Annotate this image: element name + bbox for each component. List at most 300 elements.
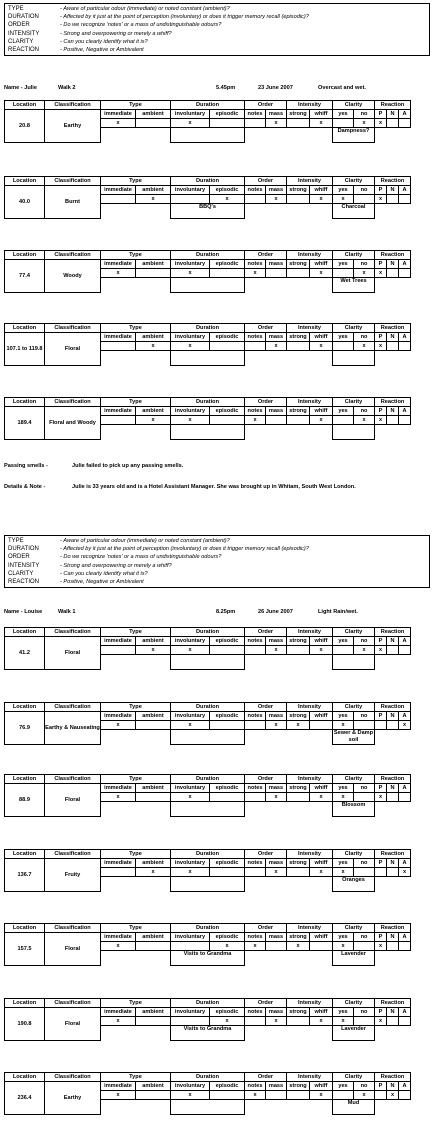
subheader-involuntary: involuntary [171, 1008, 210, 1017]
subheader-episodic: episodic [210, 260, 245, 269]
header-type: Type [101, 324, 171, 333]
mark-cell [354, 721, 375, 730]
observation-table [4, 627, 411, 670]
legend-key: ORDER [8, 554, 30, 561]
subheader-strong: strong [287, 110, 310, 119]
mark-cell [354, 942, 375, 951]
subheader-no: no [354, 784, 375, 793]
mark-cell: x [171, 793, 210, 802]
mark-cell: x [266, 195, 287, 204]
subheader-mass: mass [266, 637, 287, 646]
subheader-notes: notes [245, 712, 266, 721]
subheader-a: A [399, 260, 411, 269]
subheader-a: A [399, 407, 411, 416]
subheader-whiff: whiff [310, 859, 333, 868]
mark-cell: x [101, 942, 136, 951]
header-duration: Duration [171, 999, 245, 1008]
spacer [101, 1100, 136, 1115]
subheader-ambient: ambient [136, 333, 171, 342]
mark-cell: x [171, 416, 210, 425]
header-order: Order [245, 251, 287, 260]
duration-note [171, 730, 245, 745]
header-clarity: Clarity [333, 775, 375, 784]
walk-time: 5.45pm [216, 85, 236, 91]
subheader-p: P [375, 260, 387, 269]
header-intensity: Intensity [287, 924, 333, 933]
spacer [136, 278, 171, 293]
header-location: Location [5, 703, 45, 712]
location-value: 107.1 to 119.8 [5, 333, 45, 366]
mark-cell: x [310, 416, 333, 425]
legend-row [8, 570, 426, 578]
mark-cell [245, 721, 266, 730]
subheader-immediate: immediate [101, 637, 136, 646]
spacer [101, 730, 136, 745]
subheader-p: P [375, 1082, 387, 1091]
mark-cell [136, 269, 171, 278]
mark-cell: x [375, 793, 387, 802]
mark-cell [245, 1017, 266, 1026]
header-clarity: Clarity [333, 324, 375, 333]
location-value: 157.5 [5, 933, 45, 966]
subheader-whiff: whiff [310, 784, 333, 793]
mark-cell [101, 342, 136, 351]
header-intensity: Intensity [287, 101, 333, 110]
subheader-immediate: immediate [101, 186, 136, 195]
subheader-p: P [375, 712, 387, 721]
legend-key: INTENSITY [8, 562, 40, 569]
walk-time: 8.25pm [216, 609, 236, 615]
subheader-strong: strong [287, 1008, 310, 1017]
spacer [245, 278, 333, 293]
mark-cell: x [101, 1017, 136, 1026]
subheader-whiff: whiff [310, 186, 333, 195]
header-type: Type [101, 924, 171, 933]
subheader-no: no [354, 110, 375, 119]
mark-cell [266, 942, 287, 951]
subheader-episodic: episodic [210, 859, 245, 868]
subheader-n: N [387, 186, 399, 195]
mark-cell: x [375, 1017, 387, 1026]
subheader-n: N [387, 1008, 399, 1017]
duration-note: BBQ's [171, 204, 245, 219]
spacer [101, 951, 136, 966]
header-classification: Classification [45, 628, 101, 637]
header-reaction: Reaction [375, 324, 411, 333]
spacer [101, 877, 136, 892]
header-type: Type [101, 1073, 171, 1082]
subheader-yes: yes [333, 933, 354, 942]
subheader-no: no [354, 712, 375, 721]
mark-cell: x [375, 342, 387, 351]
subheader-p: P [375, 637, 387, 646]
observation-table [4, 998, 411, 1041]
subheader-a: A [399, 784, 411, 793]
header-reaction: Reaction [375, 775, 411, 784]
header-duration: Duration [171, 101, 245, 110]
subheader-immediate: immediate [101, 784, 136, 793]
subheader-notes: notes [245, 933, 266, 942]
spacer [245, 128, 333, 143]
mark-cell: x [266, 646, 287, 655]
legend-box [4, 535, 430, 588]
mark-cell: x [171, 646, 210, 655]
mark-cell: x [310, 269, 333, 278]
header-location: Location [5, 850, 45, 859]
header-clarity: Clarity [333, 398, 375, 407]
header-location: Location [5, 775, 45, 784]
subheader-involuntary: involuntary [171, 110, 210, 119]
duration-note [171, 128, 245, 143]
mark-cell: x [245, 1091, 266, 1100]
subheader-yes: yes [333, 859, 354, 868]
spacer [136, 655, 171, 670]
mark-cell: x [210, 942, 245, 951]
classification-value: Floral [45, 784, 101, 817]
mark-cell: x [399, 868, 411, 877]
clarity-note: Oranges [333, 877, 375, 892]
classification-value: Burnt [45, 186, 101, 219]
duration-note: Visits to Grandma [171, 951, 245, 966]
subheader-yes: yes [333, 784, 354, 793]
mark-cell [210, 1091, 245, 1100]
mark-cell [171, 1017, 210, 1026]
mark-cell [399, 793, 411, 802]
subheader-no: no [354, 407, 375, 416]
subheader-notes: notes [245, 637, 266, 646]
observation-table [4, 250, 411, 293]
mark-cell [354, 195, 375, 204]
spacer [136, 351, 171, 366]
walk-weather: Overcast and wet. [318, 85, 366, 91]
subheader-no: no [354, 333, 375, 342]
header-order: Order [245, 1073, 287, 1082]
header-classification: Classification [45, 251, 101, 260]
subheader-a: A [399, 110, 411, 119]
subheader-n: N [387, 333, 399, 342]
header-clarity: Clarity [333, 850, 375, 859]
observation-table [4, 100, 411, 143]
mark-cell: x [171, 1091, 210, 1100]
spacer [375, 278, 411, 293]
header-location: Location [5, 324, 45, 333]
header-duration: Duration [171, 850, 245, 859]
mark-cell [101, 416, 136, 425]
legend-value: - Positive, Negative or Ambivalent [60, 47, 144, 54]
subheader-episodic: episodic [210, 407, 245, 416]
mark-cell [399, 195, 411, 204]
classification-value: Floral [45, 1008, 101, 1041]
subheader-yes: yes [333, 637, 354, 646]
header-order: Order [245, 101, 287, 110]
header-classification: Classification [45, 703, 101, 712]
subheader-episodic: episodic [210, 186, 245, 195]
subheader-strong: strong [287, 1082, 310, 1091]
walk-name: Name - Julie [4, 85, 37, 91]
spacer [245, 1026, 333, 1041]
subheader-n: N [387, 1082, 399, 1091]
subheader-a: A [399, 859, 411, 868]
header-clarity: Clarity [333, 177, 375, 186]
header-order: Order [245, 177, 287, 186]
subheader-yes: yes [333, 1008, 354, 1017]
subheader-strong: strong [287, 712, 310, 721]
subheader-notes: notes [245, 186, 266, 195]
subheader-yes: yes [333, 260, 354, 269]
spacer [375, 877, 411, 892]
legend-value: - Strong and overpowering or merely a whiff? [60, 30, 172, 37]
header-duration: Duration [171, 177, 245, 186]
duration-note [171, 877, 245, 892]
subheader-involuntary: involuntary [171, 186, 210, 195]
header-clarity: Clarity [333, 251, 375, 260]
subheader-notes: notes [245, 859, 266, 868]
spacer [245, 655, 333, 670]
subheader-mass: mass [266, 186, 287, 195]
subheader-involuntary: involuntary [171, 260, 210, 269]
subheader-ambient: ambient [136, 110, 171, 119]
classification-value: Floral and Woody [45, 407, 101, 440]
mark-cell [387, 269, 399, 278]
subheader-p: P [375, 933, 387, 942]
header-reaction: Reaction [375, 999, 411, 1008]
mark-cell [375, 868, 387, 877]
subheader-ambient: ambient [136, 933, 171, 942]
spacer [136, 951, 171, 966]
location-value: 236.4 [5, 1082, 45, 1115]
spacer [375, 425, 411, 440]
header-reaction: Reaction [375, 251, 411, 260]
mark-cell [310, 942, 333, 951]
legend-value: - Affected by it just at the point of perception (involuntary) or does it trigger memory recall (episodic)? [60, 14, 309, 21]
mark-cell [287, 342, 310, 351]
mark-cell [266, 1091, 287, 1100]
subheader-mass: mass [266, 712, 287, 721]
mark-cell [245, 646, 266, 655]
walk-date: 23 June 2007 [258, 85, 293, 91]
subheader-strong: strong [287, 933, 310, 942]
header-duration: Duration [171, 924, 245, 933]
mark-cell [287, 119, 310, 128]
subheader-no: no [354, 1082, 375, 1091]
subheader-a: A [399, 933, 411, 942]
header-intensity: Intensity [287, 398, 333, 407]
observation-table [4, 702, 411, 745]
mark-cell [333, 119, 354, 128]
mark-cell: x [333, 721, 354, 730]
header-order: Order [245, 924, 287, 933]
legend-value: - Strong and overpowering or merely a whiff? [60, 562, 172, 569]
spacer [136, 204, 171, 219]
mark-cell [266, 416, 287, 425]
legend-box [4, 3, 430, 56]
mark-cell: x [171, 269, 210, 278]
header-duration: Duration [171, 775, 245, 784]
header-location: Location [5, 101, 45, 110]
mark-cell: x [310, 342, 333, 351]
duration-note [171, 655, 245, 670]
subheader-a: A [399, 333, 411, 342]
legend-value: - Affected by it just at the point of perception (involuntary) or does it trigger memory recall (episodic)? [60, 546, 309, 553]
subheader-involuntary: involuntary [171, 712, 210, 721]
mark-cell: x [375, 942, 387, 951]
spacer [245, 425, 333, 440]
spacer [101, 655, 136, 670]
subheader-mass: mass [266, 933, 287, 942]
legend-row [8, 553, 426, 561]
subheader-episodic: episodic [210, 933, 245, 942]
mark-cell: x [101, 269, 136, 278]
subheader-p: P [375, 407, 387, 416]
mark-cell [399, 1091, 411, 1100]
subheader-no: no [354, 859, 375, 868]
mark-cell [287, 1091, 310, 1100]
legend-row [8, 5, 426, 13]
mark-cell [333, 646, 354, 655]
mark-cell [101, 195, 136, 204]
walk-name: Name - Louise [4, 609, 43, 615]
mark-cell [210, 721, 245, 730]
subheader-mass: mass [266, 407, 287, 416]
walk-walk: Walk 1 [58, 609, 76, 615]
header-reaction: Reaction [375, 1073, 411, 1082]
clarity-note: Lavender [333, 1026, 375, 1041]
subheader-whiff: whiff [310, 1008, 333, 1017]
subheader-involuntary: involuntary [171, 933, 210, 942]
mark-cell: x [375, 416, 387, 425]
mark-cell: x [171, 342, 210, 351]
legend-value: - Do we recognize 'notes' or a mass of undistinguishable odours? [60, 554, 222, 561]
spacer [136, 128, 171, 143]
mark-cell [387, 793, 399, 802]
subheader-strong: strong [287, 186, 310, 195]
classification-value: Earthy [45, 110, 101, 143]
mark-cell [245, 342, 266, 351]
spacer [375, 951, 411, 966]
legend-key: TYPE [8, 6, 24, 12]
details-label: Details & Note - [4, 484, 46, 490]
spacer [245, 802, 333, 817]
observation-table [4, 849, 411, 892]
subheader-mass: mass [266, 859, 287, 868]
mark-cell: x [354, 1091, 375, 1100]
subheader-ambient: ambient [136, 407, 171, 416]
subheader-immediate: immediate [101, 933, 136, 942]
subheader-notes: notes [245, 260, 266, 269]
mark-cell: x [245, 416, 266, 425]
subheader-mass: mass [266, 1082, 287, 1091]
mark-cell [210, 793, 245, 802]
mark-cell: x [375, 195, 387, 204]
mark-cell [375, 1091, 387, 1100]
mark-cell: x [266, 721, 287, 730]
location-value: 20.8 [5, 110, 45, 143]
clarity-note: Wet Trees [333, 278, 375, 293]
subheader-no: no [354, 933, 375, 942]
header-location: Location [5, 999, 45, 1008]
mark-cell: x [354, 119, 375, 128]
subheader-immediate: immediate [101, 1008, 136, 1017]
header-order: Order [245, 850, 287, 859]
mark-cell: x [375, 646, 387, 655]
mark-cell [333, 342, 354, 351]
mark-cell: x [354, 416, 375, 425]
subheader-involuntary: involuntary [171, 859, 210, 868]
subheader-whiff: whiff [310, 407, 333, 416]
mark-cell [136, 942, 171, 951]
mark-cell [101, 646, 136, 655]
mark-cell: x [333, 793, 354, 802]
location-value: 77.4 [5, 260, 45, 293]
mark-cell: x [287, 942, 310, 951]
legend-row [8, 13, 426, 21]
mark-cell [245, 195, 266, 204]
header-duration: Duration [171, 628, 245, 637]
subheader-mass: mass [266, 110, 287, 119]
legend-row [8, 21, 426, 29]
spacer [245, 204, 333, 219]
spacer [375, 204, 411, 219]
legend-key: TYPE [8, 538, 24, 544]
classification-value: Floral [45, 333, 101, 366]
mark-cell: x [354, 646, 375, 655]
header-location: Location [5, 628, 45, 637]
subheader-ambient: ambient [136, 186, 171, 195]
spacer [136, 1100, 171, 1115]
subheader-a: A [399, 712, 411, 721]
mark-cell: x [354, 269, 375, 278]
spacer [375, 655, 411, 670]
mark-cell [399, 942, 411, 951]
subheader-whiff: whiff [310, 1082, 333, 1091]
legend-key: CLARITY [8, 38, 34, 45]
mark-cell: x [266, 868, 287, 877]
subheader-involuntary: involuntary [171, 1082, 210, 1091]
mark-cell: x [399, 721, 411, 730]
header-clarity: Clarity [333, 1073, 375, 1082]
header-reaction: Reaction [375, 101, 411, 110]
passing-text: Julie failed to pick up any passing smells. [72, 463, 184, 469]
legend-key: ORDER [8, 22, 30, 29]
header-type: Type [101, 628, 171, 637]
observation-table [4, 323, 411, 366]
subheader-mass: mass [266, 333, 287, 342]
subheader-n: N [387, 784, 399, 793]
subheader-p: P [375, 110, 387, 119]
mark-cell [375, 721, 387, 730]
header-reaction: Reaction [375, 628, 411, 637]
subheader-yes: yes [333, 110, 354, 119]
spacer [245, 877, 333, 892]
header-duration: Duration [171, 251, 245, 260]
mark-cell [310, 721, 333, 730]
observation-table [4, 176, 411, 219]
subheader-p: P [375, 333, 387, 342]
location-value: 76.9 [5, 712, 45, 745]
header-classification: Classification [45, 398, 101, 407]
mark-cell [354, 1017, 375, 1026]
subheader-whiff: whiff [310, 333, 333, 342]
header-intensity: Intensity [287, 1073, 333, 1082]
subheader-strong: strong [287, 333, 310, 342]
legend-key: DURATION [8, 14, 39, 21]
mark-cell: x [171, 119, 210, 128]
header-location: Location [5, 251, 45, 260]
subheader-p: P [375, 186, 387, 195]
clarity-note [333, 655, 375, 670]
subheader-p: P [375, 1008, 387, 1017]
mark-cell: x [210, 195, 245, 204]
